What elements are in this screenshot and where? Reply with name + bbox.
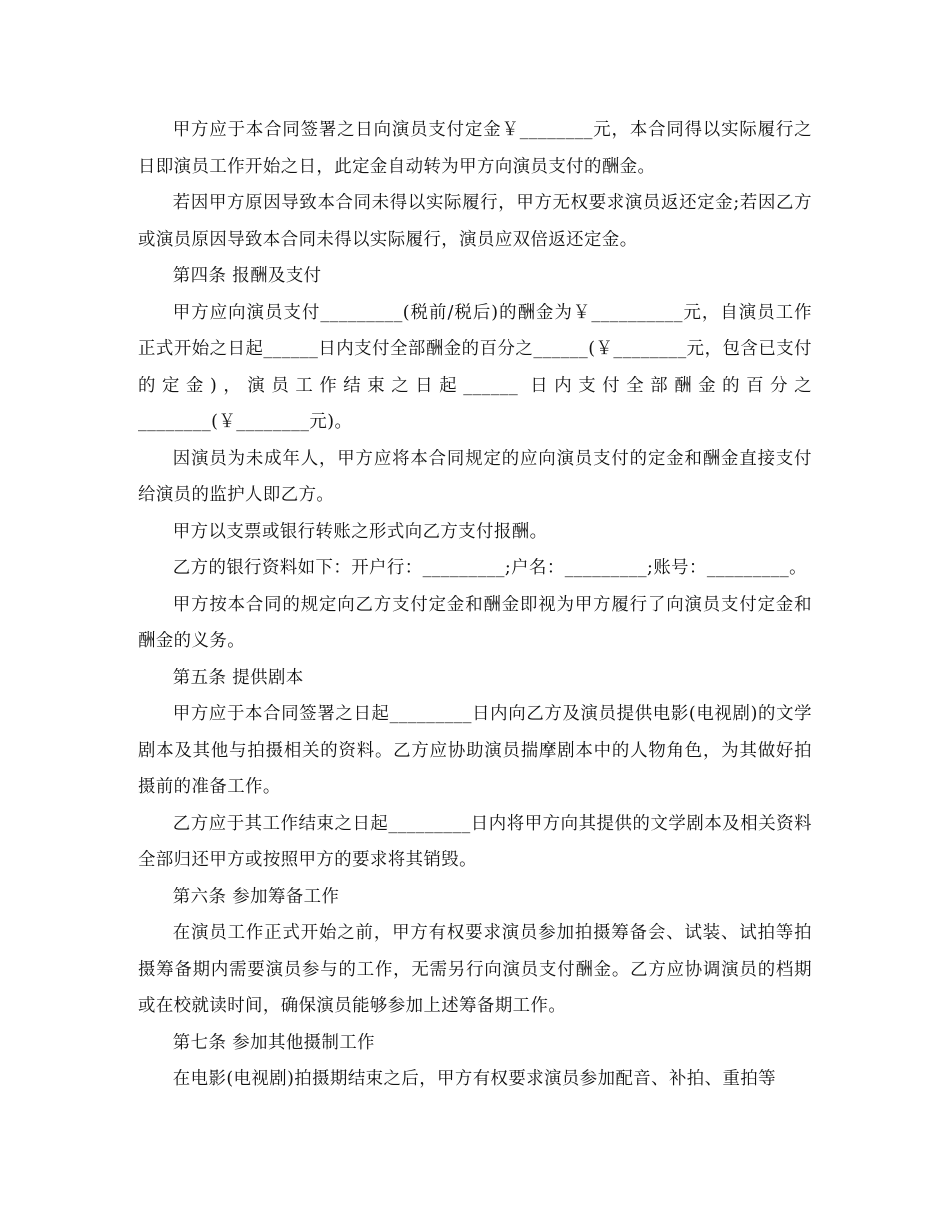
paragraph-other-production: 在电影(电视剧)拍摄期结束之后，甲方有权要求演员参加配音、补拍、重拍等 xyxy=(172,1069,777,1089)
heading-article-7: 第七条 参加其他摄制工作 xyxy=(172,1032,376,1053)
paragraph-script-return: 乙方应于其工作结束之日起_________日内将甲方向其提供的文学剧本及相关资料全部归还甲方或按照甲方的要求将其销毁。 xyxy=(138,813,812,870)
paragraph-payment-method: 甲方以支票或银行转账之形式向乙方支付报酬。 xyxy=(172,521,548,542)
paragraph-preparation-work: 在演员工作正式开始之前，甲方有权要求演员参加拍摄筹备会、试装、试拍等拍摄筹备期内需要演员参与的工作，无需另行向演员支付酬金。乙方应协调演员的档期或在校就读时间，确保演员能够参加上述筹备期工作。 xyxy=(138,923,812,1016)
paragraph-payment-terms: 甲方应向演员支付_________(税前/税后)的酬金为￥__________元，自演员工作正式开始之日起______日内支付全部酬金的百分之______(￥________元，包含已支付的定金)，演员工作结束之日起______ 日内支付全部酬金的百分之________(￥________元)。 xyxy=(138,302,812,432)
paragraph-bank-info: 乙方的银行资料如下：开户行：_________;户名：_________;账号：_________。 xyxy=(172,558,807,578)
document-page xyxy=(138,112,812,1098)
heading-article-6: 第六条 参加筹备工作 xyxy=(172,886,340,907)
paragraph-deposit: 甲方应于本合同签署之日向演员支付定金￥________元，本合同得以实际履行之日即演员工作开始之日，此定金自动转为甲方向演员支付的酬金。 xyxy=(138,120,812,177)
heading-article-5: 第五条 提供剧本 xyxy=(172,667,304,688)
paragraph-script-provision: 甲方应于本合同签署之日起_________日内向乙方及演员提供电影(电视剧)的文学剧本及其他与拍摄相关的资料。乙方应协助演员揣摩剧本中的人物角色，为其做好拍摄前的准备工作。 xyxy=(138,704,812,797)
paragraph-payment-obligation: 甲方按本合同的规定向乙方支付定金和酬金即视为甲方履行了向演员支付定金和酬金的义务。 xyxy=(138,594,812,651)
paragraph-guardian-payment: 因演员为未成年人，甲方应将本合同规定的应向演员支付的定金和酬金直接支付给演员的监护人即乙方。 xyxy=(138,448,812,505)
heading-article-4: 第四条 报酬及支付 xyxy=(172,266,322,286)
paragraph-deposit-refund: 若因甲方原因导致本合同未得以实际履行，甲方无权要求演员返还定金;若因乙方或演员原因导致本合同未得以实际履行，演员应双倍返还定金。 xyxy=(138,193,812,250)
